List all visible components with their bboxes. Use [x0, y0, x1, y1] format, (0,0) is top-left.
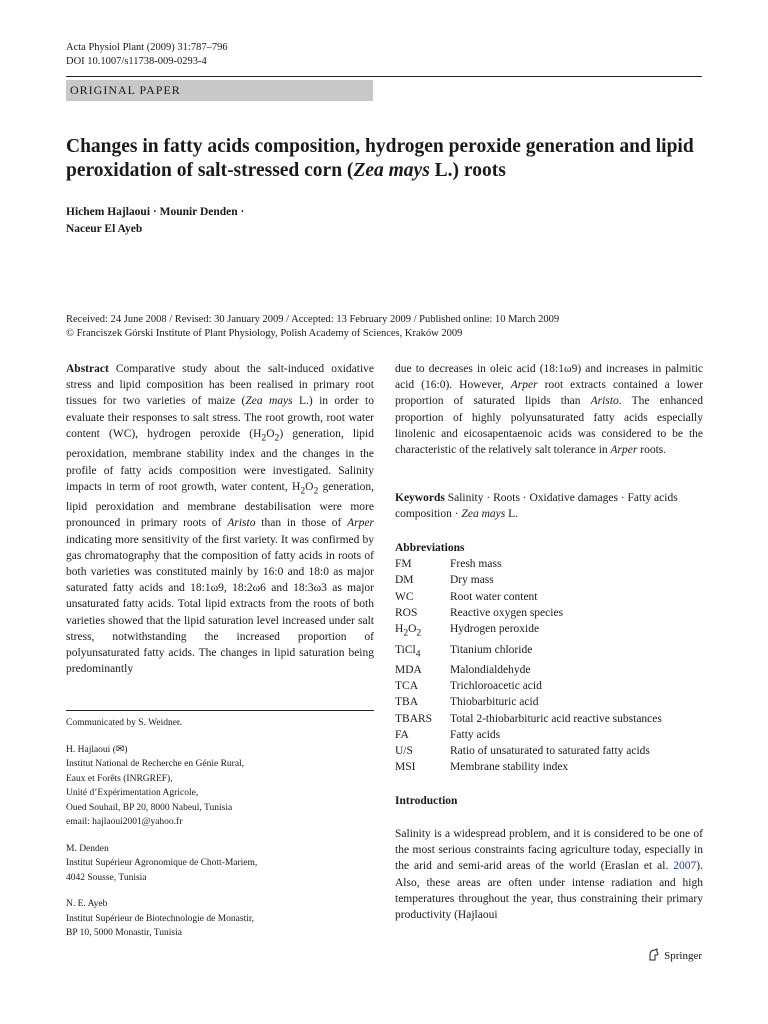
abbr-row: ROS Reactive oxygen species	[395, 606, 564, 619]
author-1-email[interactable]: email: hajlaoui2001@yahoo.fr	[66, 817, 183, 827]
abbr-row: FM Fresh mass	[395, 558, 502, 571]
journal-citation: Acta Physiol Plant (2009) 31:787–796	[66, 42, 228, 53]
springer-horse-icon	[647, 948, 660, 964]
abbr-row: TCA Trichloroacetic acid	[395, 680, 542, 693]
abbreviations-heading: Abbreviations	[395, 542, 465, 554]
header-rule	[66, 76, 702, 77]
article-type-ribbon: ORIGINAL PAPER	[66, 80, 373, 101]
abbr-row: TBA Thiobarbituric acid	[395, 696, 539, 709]
keywords: Keywords Salinity · Roots · Oxidative damages · Fatty acids composition · Zea mays L.	[395, 492, 678, 521]
abbr-row: MSI Membrane stability index	[395, 761, 569, 774]
introduction-text: Salinity is a widespread problem, and it is considered to be one of the most serious constraints facing agriculture today, especially in the arid and semi-arid areas of the world (Eraslan et al. 2007). Also, these areas are often under intense radiation and high temperatures throughout the year, thus constraining their primary productivity (Hajlaoui	[395, 828, 703, 922]
author-1-name: H. Hajlaoui (✉)	[66, 743, 128, 755]
abbr-row: U/S Ratio of unsaturated to saturated fatty acids	[395, 745, 650, 758]
abbr-row: $H_2O_2$ Hydrogen peroxide	[395, 623, 540, 639]
abbr-row: WC Root water content	[395, 590, 538, 603]
introduction-heading: Introduction	[395, 795, 458, 807]
communicated-by: Communicated by S. Weidner.	[66, 718, 182, 728]
abbr-row: MDA Malondialdehyde	[395, 664, 531, 677]
abbr-row: TiCl$_4$ Titanium chloride	[395, 643, 533, 659]
doi: DOI 10.1007/s11738-009-0293-4	[66, 56, 207, 67]
citation-link[interactable]: 2007	[673, 860, 697, 873]
abbreviations-table	[395, 556, 662, 775]
abstract-continued: due to decreases in oleic acid (18:1ω9) and increases in palmitic acid (16:0). However, Arper root extracts contained a lower proportion of saturated lipids than Aristo. The enhanced proportion of highly polyunsaturated fatty acids especially linolenic and eicosapentaenoic acids was considered to be the characteristic of the relatively salt tolerance in Arper roots.	[395, 363, 704, 457]
footnotes: Communicated by S. Weidner. H. Hajlaoui (✉) Institut National de Recherche en Génie Rural, Eaux et Forêts (INRGREF), Unité d’Expérimentation Agricole, Oued Souhail, BP 20, 8000 Nabeul, Tunisia email: hajlaoui2001@yahoo.fr M. Denden Institut Supérieur Agronomique de Chott-Mariem, 4042 Sousse, Tunisia N. E. Ayeb Institut Supérieur de Biotechnologie de Monastir, BP 10, 5000 Monastir, Tunisia	[66, 716, 376, 941]
publisher-mark: Springer	[647, 948, 702, 964]
author-3-name: N. E. Ayeb	[66, 899, 108, 909]
footnote-rule	[66, 710, 374, 711]
abbr-row: TBARS Total 2-thiobarbituric acid reactive substances	[395, 712, 662, 725]
abbr-row: DM Dry mass	[395, 574, 494, 587]
abbr-row: FA Fatty acids	[395, 728, 501, 741]
author-2-name: M. Denden	[66, 843, 109, 854]
envelope-icon[interactable]: ✉	[115, 743, 125, 755]
abstract: Abstract Comparative study about the salt-induced oxidative stress and lipid composition has been realised in primary root tissues for two varieties of maize (Zea mays L.) in order to evaluate their responses to salt stress. The root growth, root water content (WC), hydrogen peroxide $(H_2O_2)$ generation, lipid peroxidation, membrane stability index and the changes in the profile of fatty acids composition were investigated. Salinity impacts in term of root growth, water content, $H_2O_2$ generation, lipid peroxidation and membrane destabilisation were more pronounced in primary roots of Aristo than in those of Arper indicating more sensitivity of the first variety. It was confirmed by gas chromatography that the composition of fatty acids in roots of both varieties was constituted mainly by 16:0 and 18:0 as major saturated fatty acids and 18:1ω9, 18:2ω6 and 18:3ω3 as major unsaturated fatty acids. Total lipid extracts from the roots of both varieties showed that the lipid saturation level increased under salt stress, notwithstanding the increased proportion of polyunsaturated fatty acids. The changes in lipid saturation being predominantly	[66, 363, 375, 676]
abbreviations	[395, 540, 705, 775]
publication-history: Received: 24 June 2008 / Revised: 30 January 2009 / Accepted: 13 February 2009 / Published online: 10 March 2009 © Franciszek Górski Institute of Plant Physiology, Polish Academy of Sciences, Kraków 2009	[66, 314, 560, 339]
article-title: Changes in fatty acids composition, hydrogen peroxide generation and lipid peroxidation of salt-stressed corn (Zea mays L.) roots	[66, 136, 694, 181]
author-list: Hichem Hajlaoui · Mounir Denden · Naceur El Ayeb	[66, 206, 245, 235]
